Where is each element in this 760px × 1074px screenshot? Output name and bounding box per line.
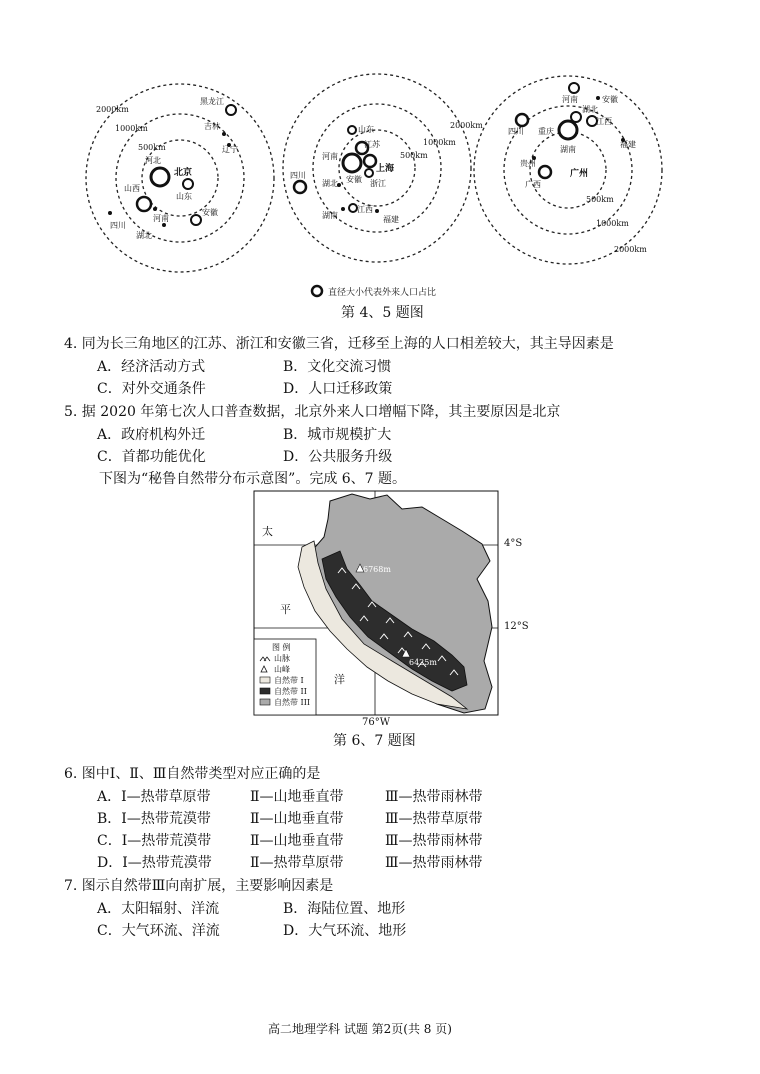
ring-label: 1000km <box>423 138 456 147</box>
legend-text: 直径大小代表外来人口占比 <box>328 288 437 298</box>
province-label: 福建 <box>383 215 399 224</box>
legend-item: 自然带 II <box>274 687 307 696</box>
province-label: 山东 <box>358 125 374 134</box>
map-guangzhou <box>474 76 662 264</box>
question-4-option-c[interactable]: C．对外交通条件 <box>97 381 206 397</box>
ring-label: 500km <box>400 151 428 160</box>
lat-label-12s: 12°S <box>504 621 529 632</box>
province-label: 四川 <box>290 171 306 180</box>
map-beijing <box>86 84 274 272</box>
province-label: 湖南 <box>322 211 338 220</box>
province-label: 河北 <box>145 156 161 165</box>
question-7-option-d[interactable]: D．大气环流、地形 <box>283 923 407 939</box>
province-label: 山东 <box>176 192 192 201</box>
question-6-option-d[interactable]: D．Ⅰ—热带荒漠带 <box>97 855 212 871</box>
province-label: 河南 <box>322 152 338 161</box>
zone-iii-swatch <box>260 699 270 705</box>
question-4-option-a[interactable]: A．经济活动方式 <box>97 359 206 375</box>
province-label: 安徽 <box>202 208 218 217</box>
province-label: 湖北 <box>136 231 152 240</box>
question-5-option-d[interactable]: D．公共服务升级 <box>283 449 393 465</box>
question-6-option-c-iii: Ⅲ—热带雨林带 <box>385 833 483 849</box>
question-5-option-b[interactable]: B．城市规模扩大 <box>283 427 392 443</box>
question-4-option-d[interactable]: D．人口迁移政策 <box>283 381 393 397</box>
question-4-stem: 4. 同为长三角地区的江苏、浙江和安徽三省，迁移至上海的人口相差较大，其主导因素是 <box>64 336 614 352</box>
peak-label-1: 6768m <box>363 565 391 574</box>
lon-label-76w: 76°W <box>362 717 391 728</box>
province-label: 河南 <box>153 214 169 223</box>
province-label: 湖北 <box>322 179 338 188</box>
province-label: 江西 <box>596 117 612 126</box>
province-label: 福建 <box>620 140 636 149</box>
peak-label-2: 6425m <box>409 658 437 667</box>
lat-label-4s: 4°S <box>504 538 523 549</box>
question-6-option-c-ii: Ⅱ—山地垂直带 <box>250 833 344 849</box>
ocean-char: 洋 <box>334 673 345 686</box>
province-label: 广西 <box>525 180 541 189</box>
question-6-option-b[interactable]: B．Ⅰ—热带荒漠带 <box>97 811 211 827</box>
province-label: 河南 <box>562 95 578 104</box>
province-label: 湖北 <box>582 105 598 114</box>
question-7-option-c[interactable]: C．大气环流、洋流 <box>97 923 220 939</box>
province-label: 江苏 <box>364 140 380 149</box>
province-label: 四川 <box>508 127 524 136</box>
center-label: 上海 <box>376 164 395 174</box>
ring-label: 1000km <box>115 124 148 133</box>
intro-6-7: 下图为“秘鲁自然带分布示意图”。完成 6、7 题。 <box>99 471 407 487</box>
legend-item: 自然带 I <box>274 676 304 685</box>
legend-item: 自然带 III <box>274 698 311 707</box>
ring-label: 2000km <box>96 105 129 114</box>
province-label: 黑龙江 <box>200 97 224 106</box>
province-label: 四川 <box>110 221 126 230</box>
question-7-option-b[interactable]: B．海陆位置、地形 <box>283 901 406 917</box>
province-label: 山西 <box>124 184 140 193</box>
province-label: 辽宁 <box>222 145 238 154</box>
province-label: 浙江 <box>370 179 386 188</box>
center-label: 北京 <box>174 168 193 178</box>
province-label: 重庆 <box>538 127 554 136</box>
question-6-option-a[interactable]: A．Ⅰ—热带草原带 <box>97 789 211 805</box>
question-4-option-b[interactable]: B．文化交流习惯 <box>283 359 392 375</box>
ocean-char: 太 <box>262 525 273 538</box>
ring-label: 1000km <box>596 219 629 228</box>
question-6-option-a-iii: Ⅲ—热带雨林带 <box>385 789 483 805</box>
province-label: 贵州 <box>520 159 536 168</box>
page-footer: 高二地理学科 试题 第2页(共 8 页) <box>268 1022 452 1036</box>
ring-label: 2000km <box>614 245 647 254</box>
legend-item: 山脉 <box>274 654 290 663</box>
province-label: 湖南 <box>560 145 576 154</box>
migration-figure <box>0 0 760 300</box>
peru-map-figure <box>252 489 502 719</box>
question-7-stem: 7. 图示自然带Ⅲ向南扩展，主要影响因素是 <box>64 878 334 894</box>
question-5-stem: 5. 据 2020 年第七次人口普查数据，北京外来人口增幅下降，其主要原因是北京 <box>64 404 561 420</box>
question-5-option-a[interactable]: A．政府机构外迁 <box>97 427 206 443</box>
figure45-caption: 第 4、5 题图 <box>341 305 424 321</box>
question-7-option-a[interactable]: A．太阳辐射、洋流 <box>97 901 220 917</box>
figure67-caption: 第 6、7 题图 <box>333 733 416 749</box>
question-5-option-c[interactable]: C．首都功能优化 <box>97 449 206 465</box>
center-label: 广州 <box>570 169 589 179</box>
question-6-option-b-ii: Ⅱ—山地垂直带 <box>250 811 344 827</box>
legend-circle-icon <box>312 286 322 296</box>
legend-item: 山峰 <box>274 665 290 674</box>
province-label: 吉林 <box>204 122 220 131</box>
question-6-option-d-ii: Ⅱ—热带草原带 <box>250 855 344 871</box>
question-6-option-b-iii: Ⅲ—热带草原带 <box>385 811 483 827</box>
question-6-option-d-iii: Ⅲ—热带雨林带 <box>385 855 483 871</box>
question-6-option-c[interactable]: C．Ⅰ—热带荒漠带 <box>97 833 212 849</box>
zone-i-swatch <box>260 677 270 683</box>
legend-title: 图 例 <box>272 643 291 652</box>
ring-label: 2000km <box>450 121 483 130</box>
province-label: 安徽 <box>602 95 618 104</box>
province-label: 江西 <box>357 205 373 214</box>
zone-ii-swatch <box>260 688 270 694</box>
ring-label: 500km <box>586 195 614 204</box>
province-label: 安徽 <box>346 175 362 184</box>
question-6-stem: 6. 图中Ⅰ、Ⅱ、Ⅲ自然带类型对应正确的是 <box>64 766 321 782</box>
question-6-option-a-ii: Ⅱ—山地垂直带 <box>250 789 344 805</box>
ring-label: 500km <box>138 143 166 152</box>
ocean-char: 平 <box>280 603 291 616</box>
map-shanghai <box>283 74 483 262</box>
